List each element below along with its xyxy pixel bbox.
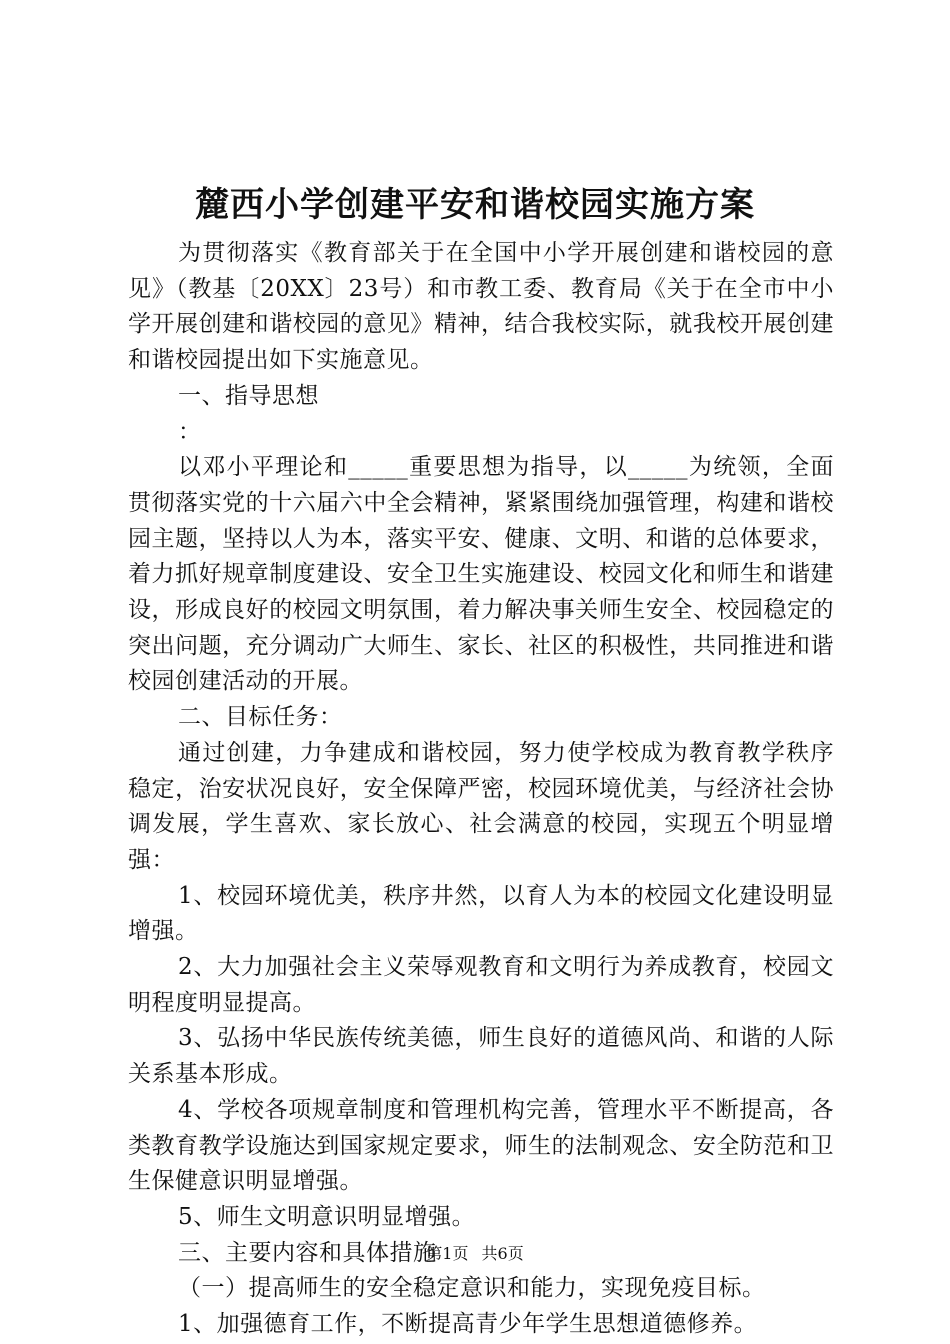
- document-title: 麓西小学创建平安和谐校园实施方案: [195, 185, 755, 225]
- measures-subheading-1: （一）提高师生的安全稳定意识和能力，实现免疫目标。: [178, 1275, 766, 1302]
- goal-item-1: 1、校园环境优美，秩序井然，以育人为本的校园文化建设明显增强。: [128, 882, 834, 945]
- page-number: 第1页: [426, 1244, 469, 1263]
- intro-paragraph: 为贯彻落实《教育部关于在全国中小学开展创建和谐校园的意见》（教基〔20XX〕23号）和市教工委、教育局《关于在全市中小学开展创建和谐校园的意见》精神，结合我校实际，就我校开展创建和谐校园提出如下实施意见。: [128, 240, 834, 374]
- page-footer: [0, 1242, 950, 1266]
- goals-paragraph: 通过创建，力争建成和谐校园，努力使学校成为教育教学秩序稳定，治安状况良好，安全保障严密，校园环境优美，与经济社会协调发展，学生喜欢、家长放心、社会满意的校园，实现五个明显增强：: [128, 739, 834, 873]
- goal-item-5: 5、师生文明意识明显增强。: [178, 1203, 476, 1230]
- page-total: 共6页: [481, 1244, 524, 1263]
- stray-colon: ：: [178, 418, 202, 445]
- goal-item-3: 3、弘扬中华民族传统美德，师生良好的道德风尚、和谐的人际关系基本形成。: [128, 1025, 834, 1088]
- section-heading-goals: 二、目标任务：: [178, 704, 343, 731]
- document-body: [128, 236, 834, 1343]
- section-heading-measures: 三、主要内容和具体措施: [178, 1239, 437, 1266]
- section-heading-guiding-thought: 一、指导思想: [178, 382, 319, 409]
- guiding-thought-paragraph: 以邓小平理论和_____重要思想为指导，以_____为统领，全面贯彻落实党的十六届六中全会精神，紧紧围绕加强管理，构建和谐校园主题，坚持以人为本，落实平安、健康、文明、和谐的总体要求，着力抓好规章制度建设、安全卫生实施建设、校园文化和师生和谐建设，形成良好的校园文明氛围，着力解决事关师生安全、校园稳定的突出问题，充分调动广大师生、家长、社区的积极性，共同推进和谐校园创建活动的开展。: [128, 454, 834, 695]
- measures-item-1: 1、加强德育工作，不断提高青少年学生思想道德修养。: [178, 1311, 758, 1338]
- goal-item-2: 2、大力加强社会主义荣辱观教育和文明行为养成教育，校园文明程度明显提高。: [128, 954, 834, 1016]
- goal-item-4: 4、学校各项规章制度和管理机构完善，管理水平不断提高，各类教育教学设施达到国家规定要求，师生的法制观念、安全防范和卫生保健意识明显增强。: [128, 1096, 834, 1195]
